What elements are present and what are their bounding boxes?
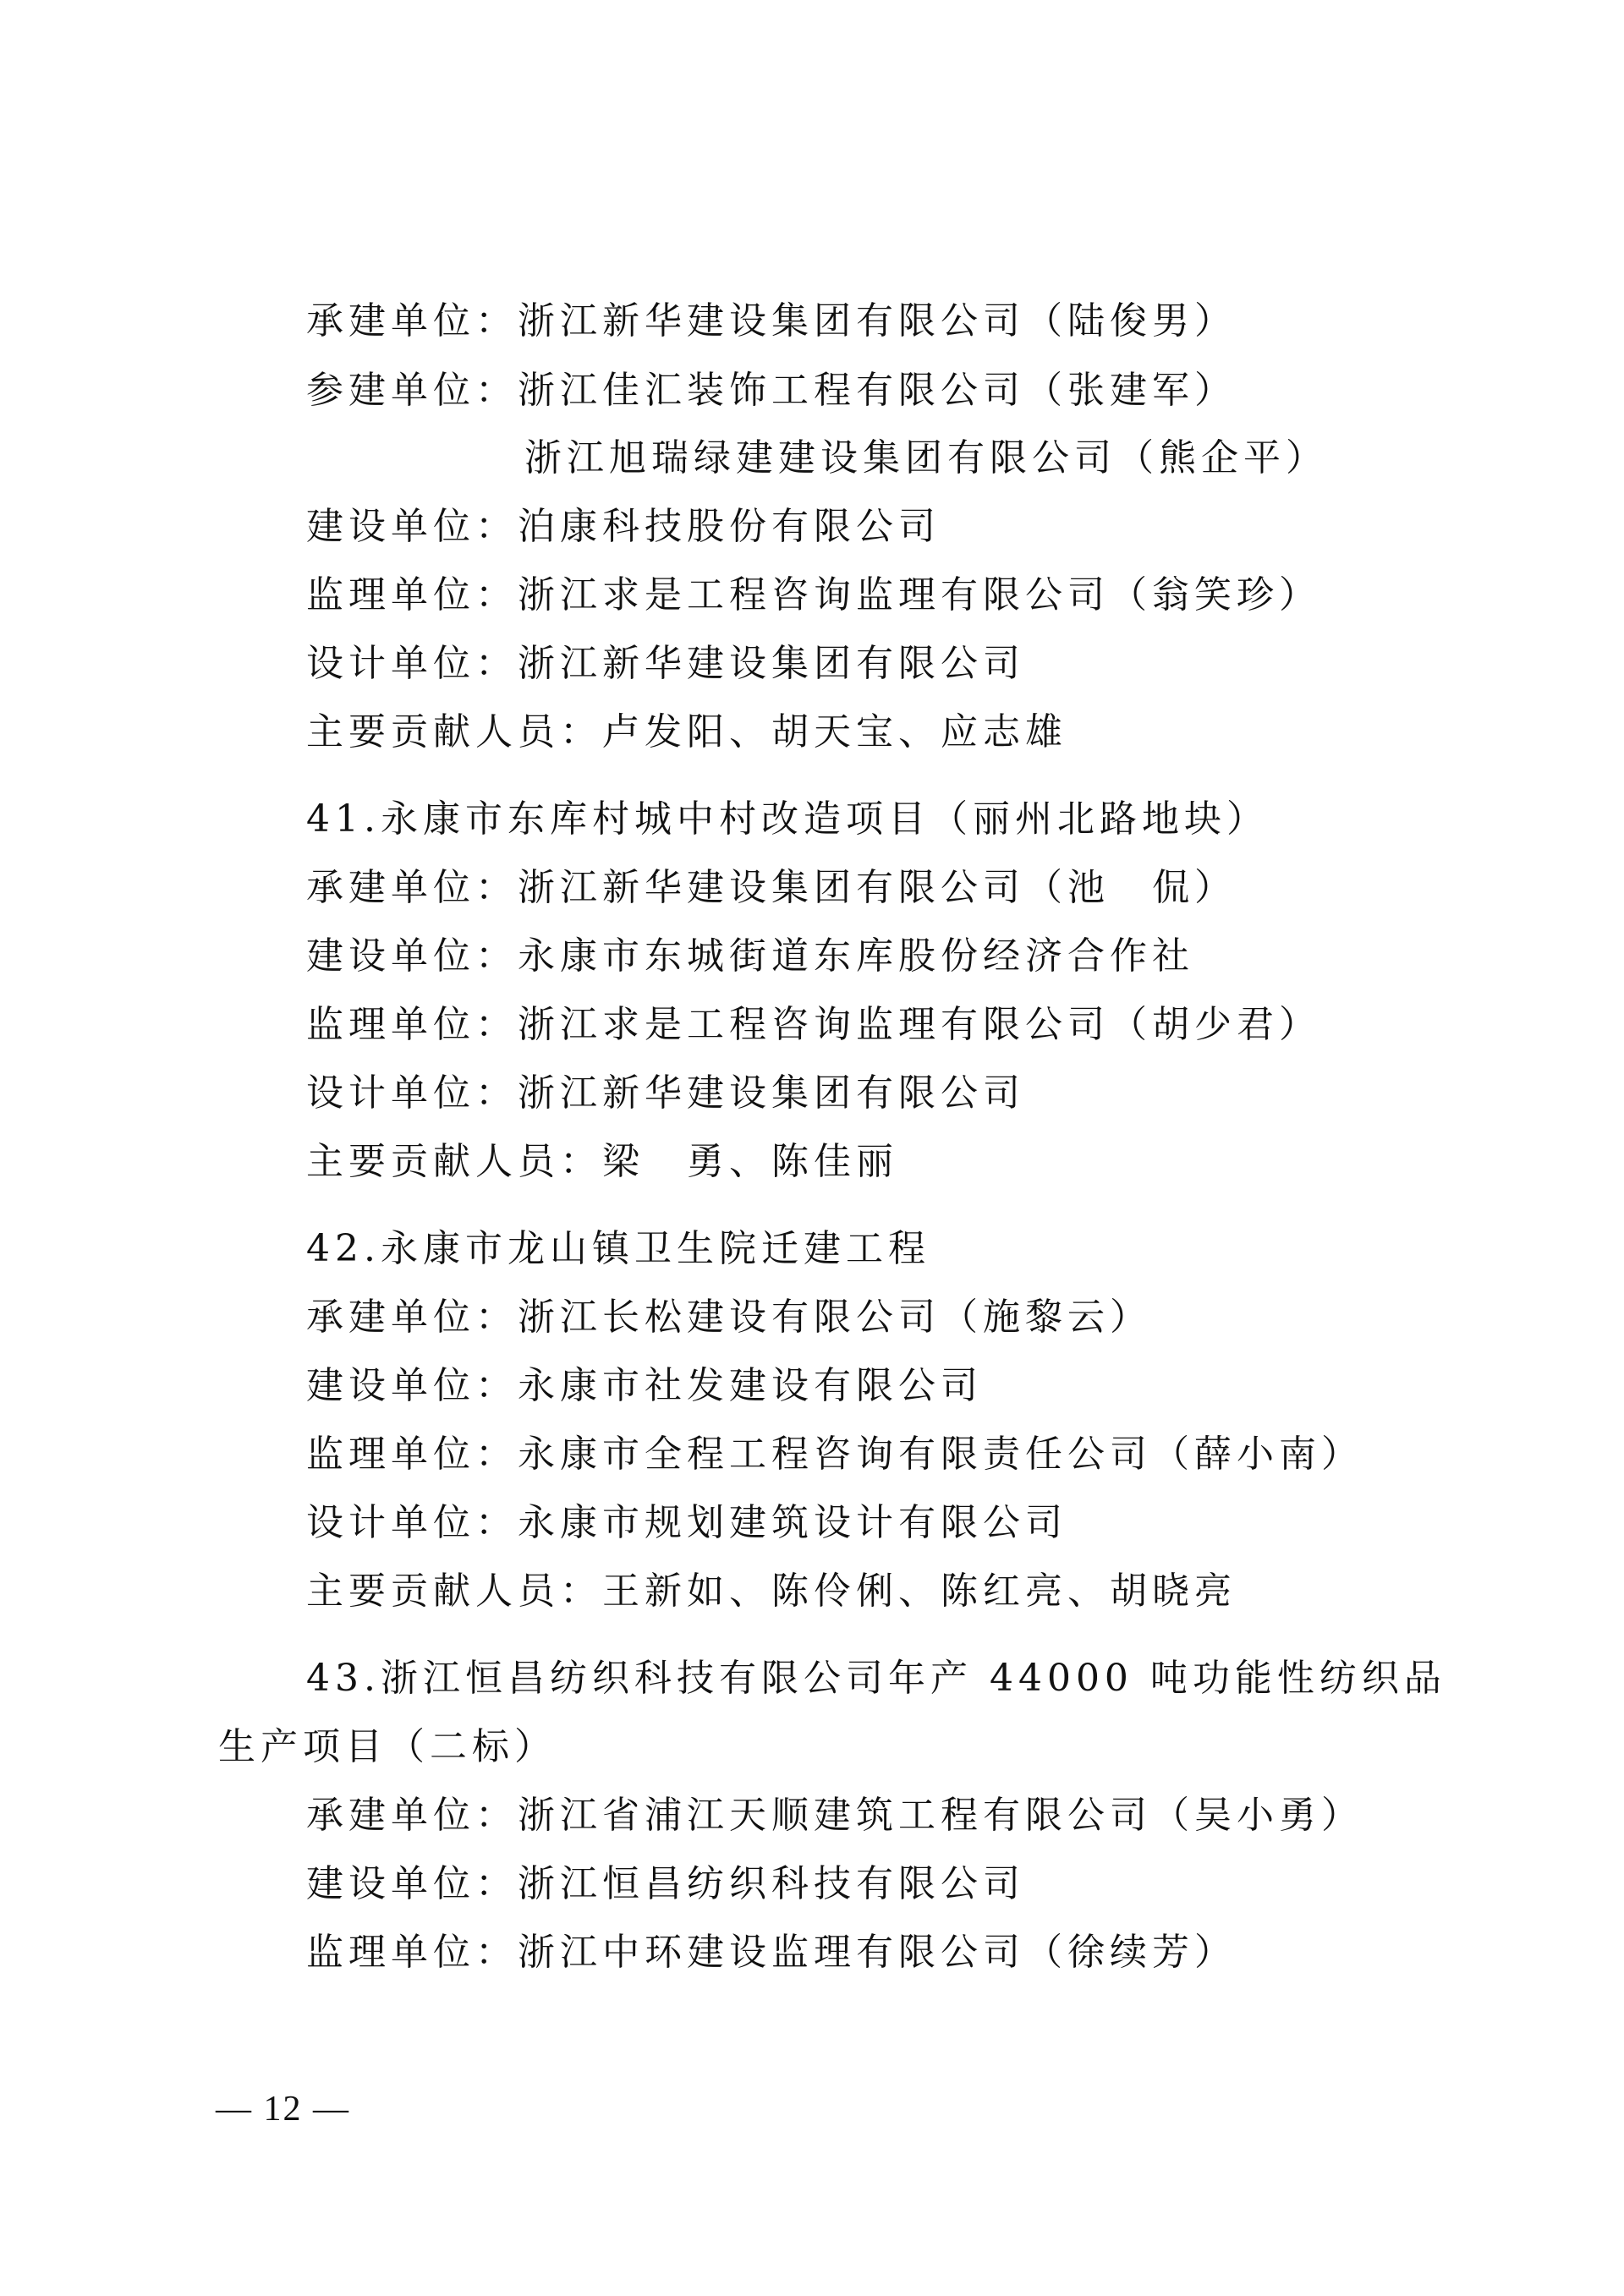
project-42-contractor: 承建单位：浙江长松建设有限公司（施黎云）: [306, 1296, 1152, 1339]
supervisor-line: 监理单位：浙江求是工程咨询监理有限公司（翁笑珍）: [306, 573, 1321, 616]
participant-line: 参建单位：浙江佳汇装饰工程有限公司（张建军）: [306, 369, 1237, 412]
project-42-contributors: 主要贡献人员：王新如、陈伶俐、陈红亮、胡晓亮: [306, 1570, 1237, 1613]
project-41-contributors: 主要贡献人员：梁 勇、陈佳丽: [306, 1140, 898, 1183]
project-43-contractor: 承建单位：浙江省浦江天顺建筑工程有限公司（吴小勇）: [306, 1794, 1363, 1837]
project-42-owner: 建设单位：永康市社发建设有限公司: [306, 1364, 983, 1407]
designer-line: 设计单位：浙江新华建设集团有限公司: [306, 642, 1025, 685]
project-41-owner: 建设单位：永康市东城街道东库股份经济合作社: [306, 934, 1194, 978]
project-41-title: 41.永康市东库村城中村改造项目（丽州北路地块）: [306, 797, 1269, 841]
project-43-owner: 建设单位：浙江恒昌纺织科技有限公司: [306, 1862, 1025, 1905]
page-number: — 12 —: [216, 2090, 350, 2129]
contributors-line: 主要贡献人员：卢发阳、胡天宝、应志雄: [306, 710, 1067, 753]
participant-line-2: 浙江旭瑞绿建建设集团有限公司（熊企平）: [524, 436, 1328, 479]
project-42-supervisor: 监理单位：永康市全程工程咨询有限责任公司（薛小南）: [306, 1433, 1363, 1476]
project-43-supervisor: 监理单位：浙江中环建设监理有限公司（徐续芳）: [306, 1931, 1237, 1974]
project-41-designer: 设计单位：浙江新华建设集团有限公司: [306, 1071, 1025, 1115]
project-42-designer: 设计单位：永康市规划建筑设计有限公司: [306, 1501, 1067, 1544]
project-43-title-cont: 生产项目（二标）: [218, 1725, 557, 1768]
owner-line: 建设单位：泊康科技股份有限公司: [306, 505, 941, 548]
project-43-title: 43.浙江恒昌纺织科技有限公司年产 44000 吨功能性纺织品: [306, 1657, 1446, 1700]
project-41-contractor: 承建单位：浙江新华建设集团有限公司（池 侃）: [306, 866, 1237, 909]
project-41-supervisor: 监理单位：浙江求是工程咨询监理有限公司（胡少君）: [306, 1003, 1321, 1046]
contractor-line: 承建单位：浙江新华建设集团有限公司（陆俊男）: [306, 299, 1237, 342]
project-42-title: 42.永康市龙山镇卫生院迁建工程: [306, 1227, 930, 1270]
